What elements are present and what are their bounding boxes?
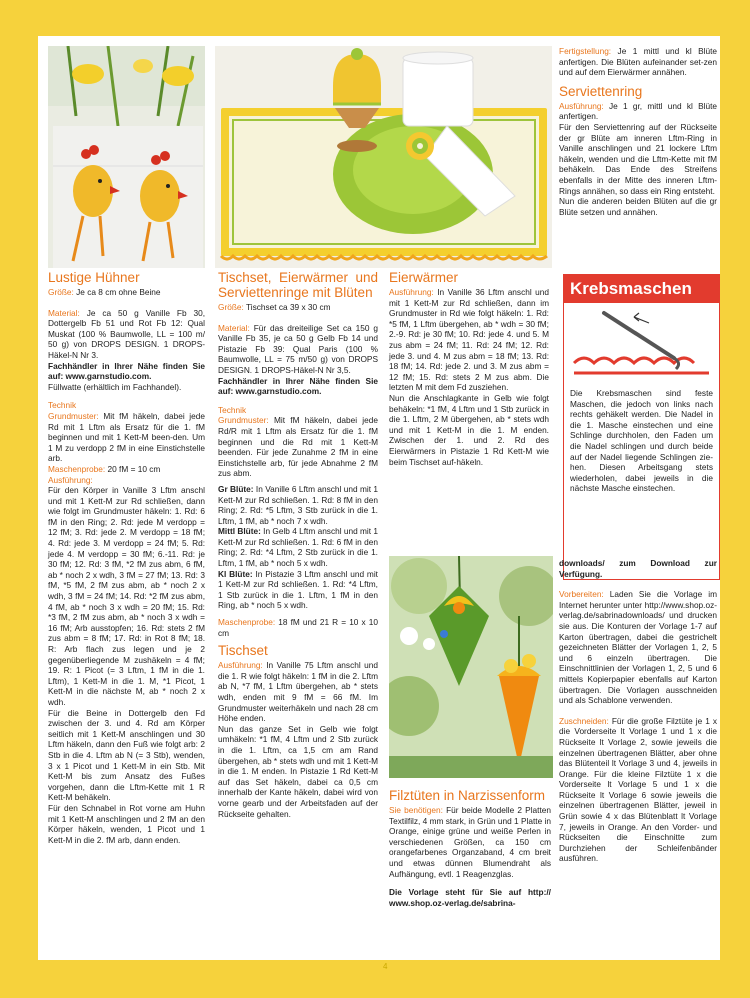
- tableset-mittl: In Gelb 4 Lftm anschl und mit 1 Kett-M zur Rd schließen. 1. Rd: 6 fM in den Ring; 2. Rd: *4 Lftm, 2 Stb zurück in die 1. Lftm, 1 fM, ab * noch 5 x wdh.: [218, 526, 378, 569]
- tableset-size-label: Größe:: [218, 302, 244, 312]
- column-right-bottom: [559, 558, 717, 864]
- tableset-gr: In Vanille 6 Lftm anschl und mit 1 Kett-M zur Rd schließen. 1. Rd: 8 fM in den Ring; 2. Rd: *5 Lftm, 3 Stb zurück in die 1. Lftm, 1 fM, ab * noch 7 x wdh.: [218, 483, 378, 526]
- eggwarmer-label: Ausführung:: [389, 287, 434, 297]
- krebsmaschen-box: [563, 274, 720, 580]
- tableset-material-label: Material:: [218, 322, 250, 333]
- hens-size-label: Größe:: [48, 287, 74, 297]
- column-right-top: [559, 46, 717, 217]
- tableset-size: Tischset ca 39 x 30 cm: [243, 302, 331, 312]
- tableset-dealer: Fachhändler in Ihrer Nähe finden Sie auf: www.garnstudio.com.: [218, 375, 378, 397]
- hens-material-label: Material:: [48, 307, 80, 318]
- eggwarmer-title: Eierwärmer: [389, 270, 459, 285]
- hens-probe: 20 fM = 10 cm: [105, 463, 161, 474]
- ring-text-2: Für den Serviettenring auf der Rückseite der gr Blüte am inneren Lftm-Ring in Vanille anschlingen und 21 lockere Lftm häkeln, wenden und die Lftm-Kette mit fM behäkeln. Das Ende des Streifens ebenfalls in der Mitte des inneren Lftm-Rings annähen, so dass ein Ring entsteht.: [559, 121, 717, 196]
- tableset-probe: 18 fM und 21 R = 10 x 10 cm: [218, 617, 378, 638]
- tableset-gr-label: Gr Blüte:: [218, 483, 254, 494]
- hens-ausf-label: Ausführung:: [48, 474, 93, 485]
- hens-probe-label: Maschenprobe:: [48, 463, 106, 474]
- tableset-kl-label: Kl Blüte:: [218, 568, 253, 579]
- fertig-label: Fertigstellung:: [559, 46, 612, 56]
- table-set-illustration: [215, 46, 552, 268]
- cones-needs: Für beide Modelle 2 Platten Textilfilz, 4 mm stark, in Grün und 1 Platte in Orange, einige grüne und weiße Perlen in verschiedenen Größen, ca 150 cm orangefarbenes Organzaband, 4 cm breit und etwas dünnen Blumendraht als Aufhängung, evtl. 1 Reagenzglas.: [389, 805, 551, 879]
- hens-filling: Füllwatte (erhältlich im Fachhandel).: [48, 381, 182, 392]
- column-hens: [48, 270, 205, 845]
- tableset-material: Für das dreiteilige Set ca 150 g Vanille Fb 35, je ca 50 g Gelb Fb 14 und Pistazie Fb 39: Qual Paris (100 % Baumwolle, LL = 75 m/50 g) von DROPS DESIGN. 1 DROPS-Häkel-N Nr 3,5.: [218, 322, 378, 375]
- tischset-text-2: Nun das ganze Set in Gelb wie folgt umhäkeln: *1 fM, 4 Lftm und 2 Stb zurück in die 1. Lftm, ca 1,5 cm am Rand übergehen, ab * stets wdh und mit 1 Kett-M in die 1. M enden. In Pistazie 1 Rd Kett-M auf das Set häkeln, dabei ca 0,5 cm innerhalb der Kante häkeln, dabei wird von vorne gearb und der Arbeitsfaden auf der Rückseite gehalten.: [218, 723, 378, 819]
- hens-beak: Für den Schnabel in Rot vorne am Huhn mit 1 Kett-M anschlingen und 2 fM an den Körper häkeln, wenden, 1 Picot und 1 Kett-M in die 2. fM arb, dann enden.: [48, 802, 205, 845]
- cones-vorlage: Die Vorlage steht für Sie auf http:// www.shop.oz-verlag.de/sabrina-: [389, 887, 551, 908]
- tischset-text: In Vanille 75 Lftm anschl und die 1. R wie folgt häkeln: 1 fM in die 2. Lftm ab N, *7 fM, 1 Lftm übergehen, ab * stets wdh, enden mit 9 fM = 66 fM. Im Grundmuster weiterhäkeln und nach 28 cm Höhe enden.: [218, 660, 378, 724]
- hens-title: Lustige Hühner: [48, 270, 140, 285]
- ring-text: Je 1 gr, mittl und kl Blüte anfertigen.: [559, 100, 717, 122]
- column-tableset: [218, 270, 378, 819]
- ring-text-3: Nun die anderen beiden Blüten auf die gr Blüte setzen und annähen.: [559, 196, 717, 217]
- hens-legs: Für die Beine in Dottergelb den Fd zwischen der 3. und 4. Rd am Körper seitlich mit 1 Kett-M anschlingen und 30 Lftm häkeln, dann den Fuß wie folgt arb: 2 Stb in die 4. Lftm ab N (= 3 Stb), wenden, 3 x 1 Picot und 1 Kett-M in ein Stb. Mit Kett-M bis zum Ansatz des Fußes vorgehen, dann die Lftm-Kette mit 1 R Kett-M behäkeln.: [48, 707, 205, 803]
- hens-grund-label: Grundmuster:: [48, 410, 99, 421]
- vorbereiten-label: Vorbereiten:: [559, 589, 604, 600]
- column-cones: [389, 788, 551, 908]
- tableset-kl: In Pistazie 3 Lftm anschl und mit 1 Kett-M zur Rd schließen. 1. Rd: *4 Lftm, 1 Stb zurück in die 1. Lftm, 1 fM in den Ring, ab * noch 5 x wdh.: [218, 568, 378, 611]
- eggwarmer-text: In Vanille 36 Lftm anschl und mit 1 Kett-M zur Rd schließen, dann im Grundmuster in Rd wie folgt häkeln: 1. Rd: *5 fM, 1 Lftm übergehen, ab * wdh = 30 fM; 2.-9. Rd: je 30 fM; 10. Rd: jede 4. und 5. M zus abm = 24 fM; 11. Rd: 24 fM; 12. Rd: jede 3. und 4. M zus abm = 18 fM; 13. Rd: 18 fM; 14. Rd: jede 2. und 3. M zus abm = 12 fM; 15. Rd: stets 2 M zus abm. Die letzten M mit dem Fd zusziehen.: [389, 287, 549, 393]
- cones-download: downloads/ zum Download zur Verfügung.: [559, 558, 717, 579]
- tableset-title: Tischset, Eierwärmer und Serviettenringe mit Blüten: [218, 270, 378, 300]
- krebsmaschen-title: Krebsmaschen: [564, 275, 719, 303]
- fertig-text: Je 1 mittl und kl Blüte anfertigen. Die Blüten aufeinander set-zen und auf dem Eierwärmer annähen.: [559, 46, 717, 78]
- page: [38, 36, 720, 960]
- photo-felt-cones: [389, 556, 553, 778]
- page-number: 4: [383, 962, 388, 971]
- cones-needs-label: Sie benötigen:: [389, 805, 443, 815]
- tischset-title: Tischset: [218, 643, 268, 659]
- zuschneiden-text: Für die große Filztüte je 1 x die Vorderseite lt Vorlage 1 und 1 x die Rückseite lt Vorlage 2, sowie jeweils die einzelnen übertragenen Blätter, aber ohne das Blütenteil lt Vorlage 3 und 4, jeweils in Orange. Für die kleine Filztüte 1 x die Vorderseite lt Vorlage 5 und 1 x die Rückseite lt Vorlage 6 sowie jeweils die einzelnen übertragenen Blätter, jeweil in Grün sowie 4 x das Blütenblatt lt Vorlage 7, jeweils in Orange. An den Vorder- und Rückseiten die Einschnitte zum Durchziehen der Schleifenbänder ausführen.: [559, 715, 717, 864]
- column-eggwarmer: [389, 270, 549, 467]
- tableset-probe-label: Maschenprobe:: [218, 617, 276, 628]
- tischset-label: Ausführung:: [218, 660, 263, 671]
- hens-technik: Technik: [48, 400, 77, 411]
- felt-cones-illustration: [389, 556, 553, 778]
- ring-label: Ausführung:: [559, 100, 604, 111]
- tableset-grund-label: Grundmuster:: [218, 415, 269, 426]
- cones-title: Filztüten in Narzissenform: [389, 788, 546, 803]
- photo-table-set: [215, 46, 552, 268]
- photo-crochet-hens: [48, 46, 205, 268]
- hens-illustration: [48, 46, 205, 268]
- zuschneiden-label: Zuschneiden:: [559, 715, 609, 726]
- tableset-technik: Technik: [218, 404, 247, 415]
- krebsmaschen-text: Die Krebsmaschen sind feste Maschen, die jedoch von links nach rechts gehäkelt werden. Die Nadel in die 1. Masche einstechen und eine Schlinge durchholen, den Faden um die Nadel schlingen und durch beide auf der Nadel liegende Schlingen zie-hen. Diesen Arbeitsgang stets wiederholen, dabei jeweils in die nächste Masche einstechen.: [570, 388, 713, 494]
- tableset-grund: Mit fM häkeln, dabei jede Rd/R mit 1 Lftm als Ersatz für die 1. fM beginnen und die Rd mit 1 Kett-M beenden. Für jede Zunahme 2 fM in eine Einstichstelle arb, für jede Abnahme 2 fM zus abm.: [218, 415, 378, 479]
- eggwarmer-text-2: Nun die Anschlagkante in Gelb wie folgt behäkeln: *1 fM, 4 Lftm und 1 Stb zurück in die 1. Lftm, 2 M übergehen, ab * stets wdh und mit 1 Kett-M in die 1. M enden. Zwischen der 1. und 2. Rd des Eierwärmers in Pistazie 1 Rd Kett-M wie beim Tischset auf-häkeln.: [389, 392, 549, 467]
- crochet-diagram-icon: [564, 303, 719, 383]
- hens-material: Je ca 50 g Vanille Fb 30, Dottergelb Fb 51 und Rot Fb 12: Qual Muskat (100 % Baumwolle, LL = 100 m/ 50 g) von DROPS DESIGN. 1 DROPS-Häkel-N Nr 3.: [48, 307, 205, 360]
- serviettenring-title: Serviettenring: [559, 83, 643, 99]
- vorbereiten-text: Laden Sie die Vorlage im Internet herunter unter http://www.shop.oz-verlag.de/sabrinadownloads/ und drucken sie aus. Die Konturen der Vorlage 1-7 auf Karton übertragen, dabei die gestrichelt gezeichneten Blätter der Vorlagen 1, 2, 5 und 6 einzeln übertragen. Die Einschnittlinien der Vorlagen 1, 2, 5 und 6 mittels Kopierpapier ebenfalls auf Karton übertragen. Die Vorlagen ausschneiden und als Schablone verwenden.: [559, 589, 717, 706]
- hens-grund: Mit fM häkeln, dabei jede Rd mit 1 Lftm als Ersatz für die 1. fM beginnen und mit 1 Kett-M been-den. Um 1 M zu verdopp 2 fM in eine Einstichstelle arb.: [48, 410, 205, 464]
- tableset-mittl-label: Mittl Blüte:: [218, 526, 261, 537]
- hens-dealer: Fachhändler in Ihrer Nähe finden Sie auf: www.garnstudio.com.: [48, 360, 205, 382]
- hens-size: Je ca 8 cm ohne Beine: [73, 287, 161, 297]
- hens-body: Für den Körper in Vanille 3 Lftm anschl und mit 1 Kett-M zur Rd schließen, dann wie folgt im Grundmuster häkeln: 1. Rd: 6 fM in den Ring; 2. Rd: jede M verdopp = 12 fM; 3. Rd: jede 2. M verdopp = 18 fM; 4. Rd: jede 3. M verdopp = 24 fM; 5. Rd: jede 4. M verdopp = 30 fM; 6.-11. Rd: je 30 fM; 12. Rd: 3 fM, *2 fM zus abm, 6 fM, ab * noch 2 x wdh, 3 fM = 27 fM; 13. Rd: 3 fM, *5 fM, 2 fM zus abm, ab * noch 2 x wdh, 3 fM = 24 fM; 14. Rd: *2 fM zus abm, 4 fM, ab * noch 3 x wdh = 20 fM; 15. Rd: *3 fM, 2 fM zus abm, ab * noch 3 x wdh = 16 fM; Arb ausstopfen; 16. Rd: stets 2 fM zus abm = 8 fM; 17. Rd: in Rot 8 fM; 18. R: Arb flach zus legen und je 2 gegenüberliegende M zushäkeln = 4 fM; 19. R: 1 Picot (= 3 Lftm, 1 fM in die 1. Lftm), 1 Kett-M in die 1. M, *1 Picot, 1 Kett-M in die nächste M, ab * noch 2 x wdh.: [48, 485, 205, 707]
